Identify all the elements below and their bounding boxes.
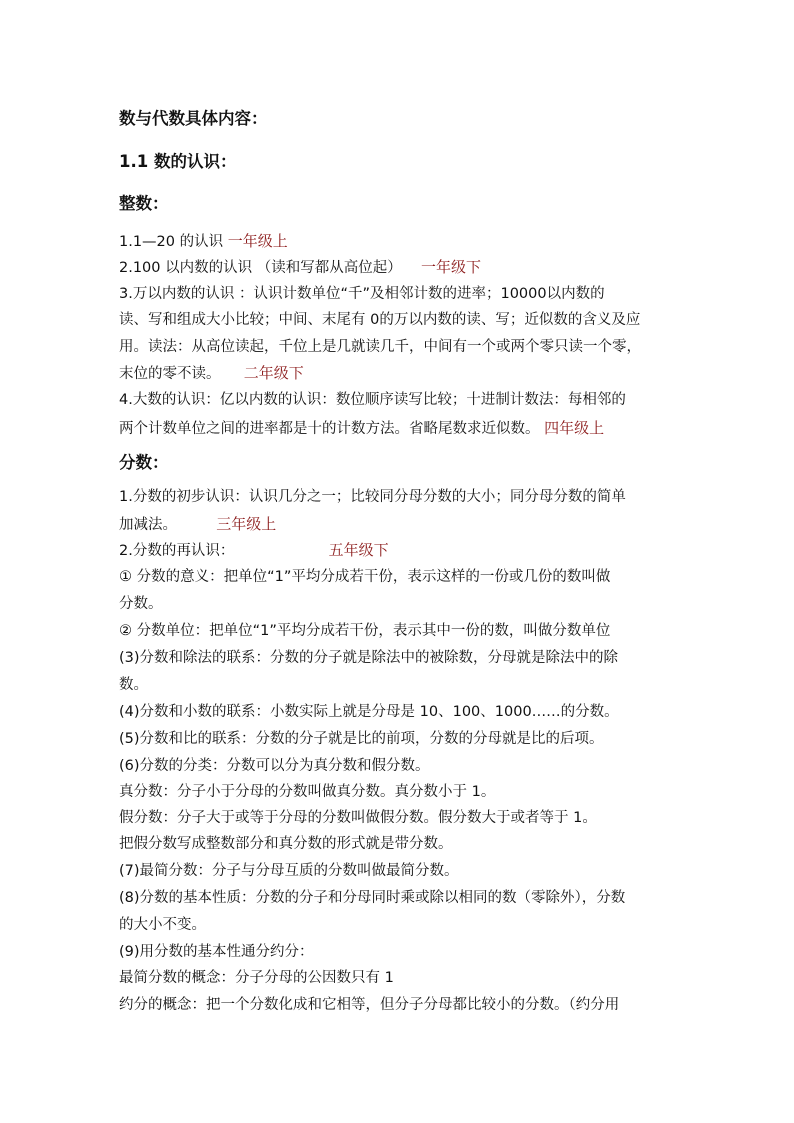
improper-fraction-definition: 假分数：分子大于或等于分母的分数叫做假分数。假分数大于或者等于 1。 <box>119 810 597 826</box>
fraction-point-7: (7)最简分数：分子与分母互质的分数叫做最简分数。 <box>119 863 459 879</box>
integer-item-3-line-4 <box>119 363 304 384</box>
integer-item-4-text: 两个计数单位之间的进率都是十的计数方法。省略尾数求近似数。 <box>119 421 540 437</box>
grade-label: 四年级上 <box>544 419 605 437</box>
integer-item-2 <box>119 257 481 278</box>
integer-item-4-line-2 <box>119 418 604 439</box>
integers-heading: 整数： <box>119 194 169 213</box>
integer-item-1 <box>119 231 288 252</box>
main-heading: 数与代数具体内容： <box>119 109 268 128</box>
fraction-item-1-text: 加减法。 <box>119 517 177 533</box>
grade-label: 五年级下 <box>328 541 389 559</box>
fraction-point-8-line-1: (8)分数的基本性质：分数的分子和分母同时乘或除以相同的数（零除外），分数 <box>119 890 626 906</box>
grade-label: 一年级下 <box>420 258 481 276</box>
fraction-point-1-line-1: ① 分数的意义：把单位“1”平均分成若干份，表示这样的一份或几份的数叫做 <box>119 569 611 585</box>
integer-item-1-text: 1.1—20 的认识 <box>119 234 224 250</box>
fraction-point-9: (9)用分数的基本性通分约分： <box>119 944 314 960</box>
section-heading: 1.1 数的认识： <box>119 152 237 171</box>
integer-item-3-text: 末位的零不读。 <box>119 366 221 382</box>
fraction-point-6: (6)分数的分类：分数可以分为真分数和假分数。 <box>119 758 430 774</box>
integer-item-2-text: 2.100 以内数的认识 （读和写都从高位起） <box>119 260 402 276</box>
fraction-point-4: (4)分数和小数的联系：小数实际上就是分母是 10、100、1000……的分数。 <box>119 704 619 720</box>
fraction-point-2: ② 分数单位：把单位“1”平均分成若干份，表示其中一份的数，叫做分数单位 <box>119 623 611 639</box>
grade-label: 二年级下 <box>243 364 304 382</box>
fraction-item-1-line-2 <box>119 514 276 535</box>
fraction-item-2-text: 2.分数的再认识： <box>119 543 235 559</box>
integer-item-3-line-1: 3.万以内数的认识 ：认识计数单位“千”及相邻计数的进率；10000以内数的 <box>119 286 605 302</box>
integer-item-3-line-2: 读、写和组成大小比较；中间、末尾有 0的万以内数的读、写；近似数的含义及应 <box>119 312 641 328</box>
proper-fraction-definition: 真分数：分子小于分母的分数叫做真分数。真分数小于 1。 <box>119 784 496 800</box>
fraction-point-5: (5)分数和比的联系：分数的分子就是比的前项，分数的分母就是比的后项。 <box>119 731 604 747</box>
reduce-fraction-concept: 约分的概念：把一个分数化成和它相等，但分子分母都比较小的分数。（约分用 <box>119 997 620 1013</box>
fraction-point-3-line-2: 数。 <box>119 677 148 693</box>
grade-label: 三年级上 <box>216 515 277 533</box>
fractions-heading: 分数： <box>119 453 169 472</box>
grade-label: 一年级上 <box>227 232 288 250</box>
fraction-item-1-line-1: 1.分数的初步认识：认识几分之一；比较同分母分数的大小；同分母分数的简单 <box>119 489 626 505</box>
fraction-item-2 <box>119 540 389 561</box>
simplest-fraction-concept: 最简分数的概念：分子分母的公因数只有 1 <box>119 970 394 986</box>
mixed-number-definition: 把假分数写成整数部分和真分数的形式就是带分数。 <box>119 836 453 852</box>
integer-item-4-line-1: 4.大数的认识：亿以内数的认识：数位顺序读写比较；十进制计数法：每相邻的 <box>119 392 626 408</box>
fraction-point-1-line-2: 分数。 <box>119 596 163 612</box>
integer-item-3-line-3: 用。读法：从高位读起，千位上是几就读几千，中间有一个或两个零只读一个零， <box>119 339 641 355</box>
fraction-point-8-line-2: 的大小不变。 <box>119 917 206 933</box>
fraction-point-3-line-1: (3)分数和除法的联系：分数的分子就是除法中的被除数，分母就是除法中的除 <box>119 650 619 666</box>
